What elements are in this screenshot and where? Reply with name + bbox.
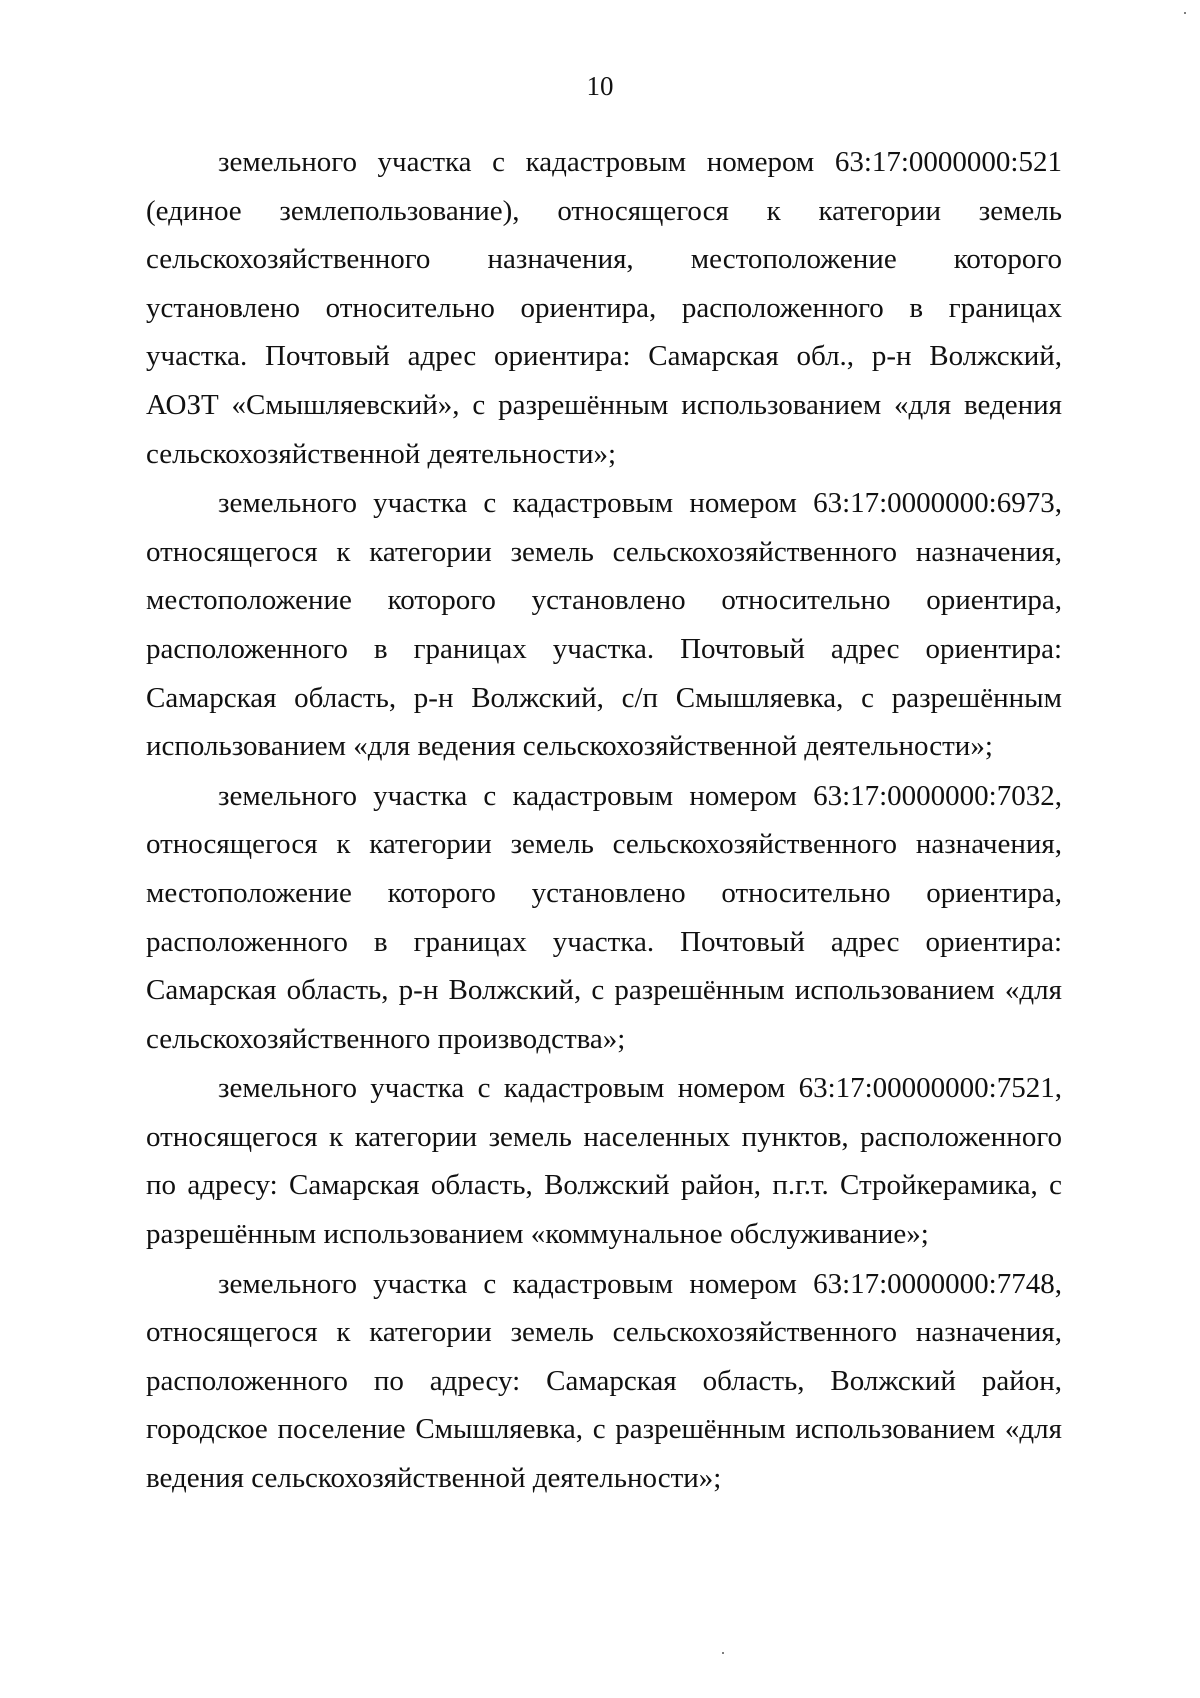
page-number: 10 [586, 71, 614, 101]
scan-speck [1184, 12, 1186, 14]
paragraph-land-plot-6973: земельного участка с кадастровым номером 63:17:0000000:6973, относящегося к категории земель сельскохозяйственного назначения, местоположение которого установлено относительно ориентира, расположенного в границах участка. Почтовый адрес ориентира: Самарская область, р-н Волжский, с/п Смышляевка, с разрешённым использованием «для ведения сельскохозяйственной деятельности»; [146, 487, 1062, 763]
paragraph-land-plot-7748: земельного участка с кадастровым номером 63:17:0000000:7748, относящегося к категории земель сельскохозяйственного назначения, расположенного по адресу: Самарская область, Волжский район, городское поселение Смышляевка, с разрешённым использованием «для ведения сельскохозяйственной деятельности»; [146, 1267, 1062, 1495]
paragraph-land-plot-521: земельного участка с кадастровым номером 63:17:0000000:521 (единое землепользование), относящегося к категории земель сельскохозяйственного назначения, местоположение которого установлено относительно ориентира, расположенного в границах участка. Почтовый адрес ориентира: Самарская обл., р-н Волжский, АОЗТ «Смышляевский», с разрешённым использованием «для ведения сельскохозяйственной деятельности»; [146, 146, 1062, 470]
paragraph-land-plot-7032: земельного участка с кадастровым номером 63:17:0000000:7032, относящегося к категории земель сельскохозяйственного назначения, местоположение которого установлено относительно ориентира, расположенного в границах участка. Почтовый адрес ориентира: Самарская область, р-н Волжский, с разрешённым использованием «для сельскохозяйственного производства»; [146, 779, 1062, 1055]
document-body [146, 138, 1062, 1504]
paragraph-land-plot-7521: земельного участка с кадастровым номером 63:17:00000000:7521, относящегося к категории земель населенных пунктов, расположенного по адресу: Самарская область, Волжский район, п.г.т. Стройкерамика, с разрешённым использованием «коммунальное обслуживание»; [146, 1072, 1062, 1251]
scan-speck [722, 1652, 724, 1654]
